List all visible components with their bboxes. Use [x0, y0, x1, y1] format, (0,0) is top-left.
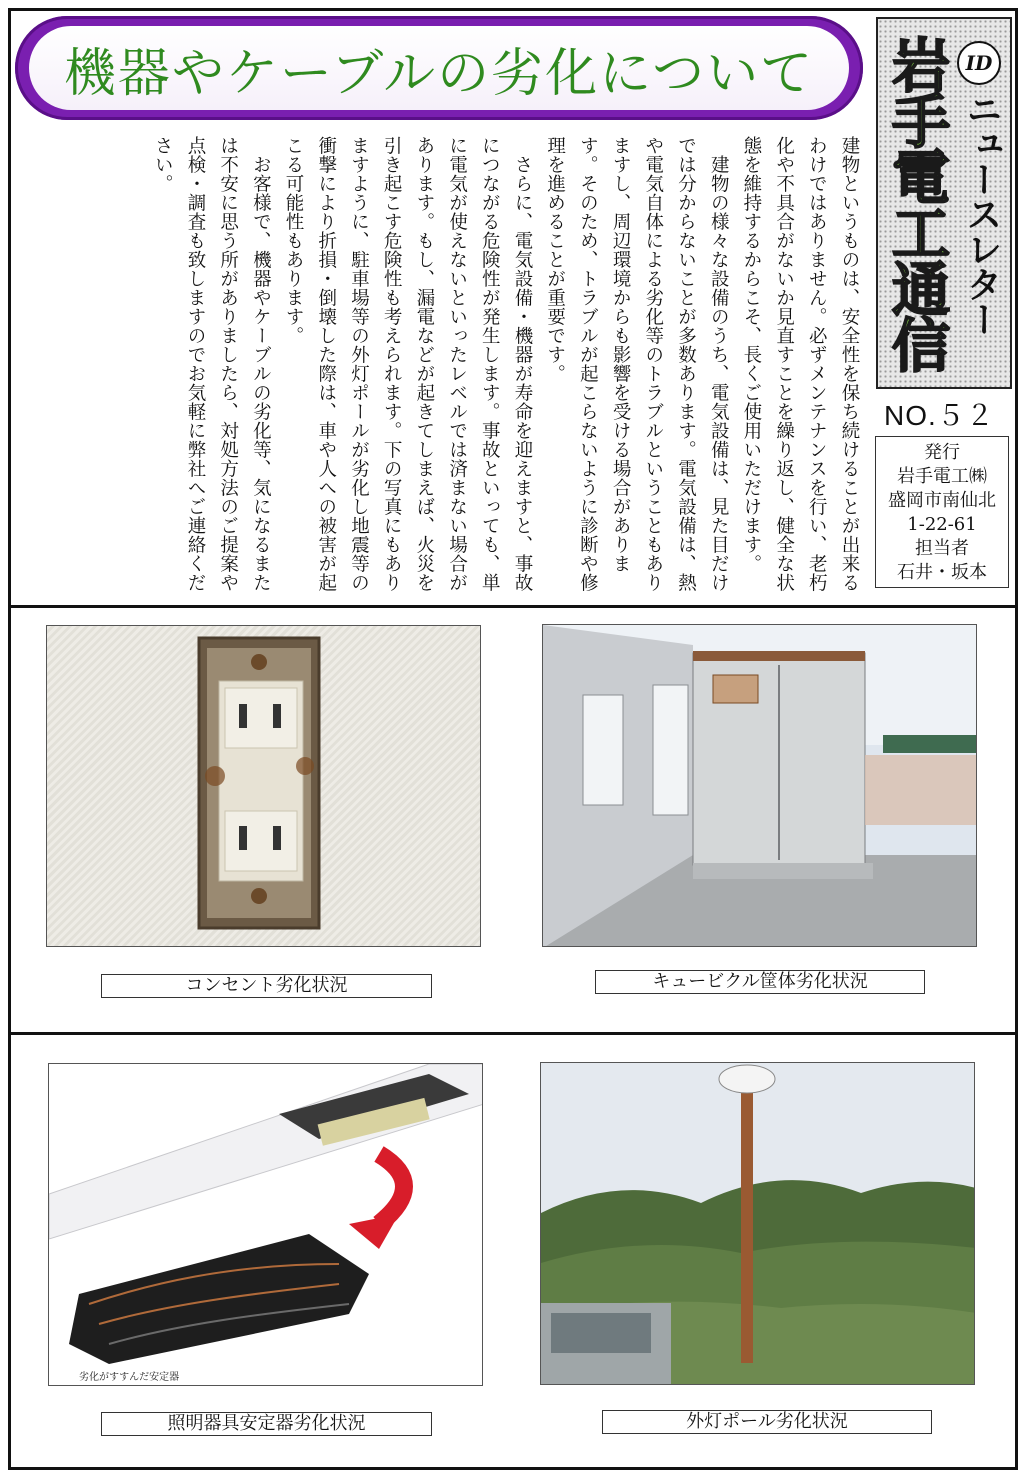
- outlet-illustration: [47, 626, 481, 947]
- paragraph-1: 建物というものは、安全性を保ち続けることが出来るわけではありません。必ずメンテナンスを行い、老朽化や不具合がないか見直すことを繰り返し、健全な状態を維持するからこそ、長くご使用いただけます。: [740, 136, 860, 592]
- cubicle-photo: [542, 624, 977, 947]
- info-line: 石井・坂本: [897, 562, 987, 583]
- paragraph-2: 建物の様々な設備のうち、電気設備は、見た目だけでは分からないことが多数あります。電気設備は、熱や電気自体による劣化等のトラブルということもありますし、周辺環境からも影響を受ける場合があります。そのため、トラブルが起こらないように診断や修理を進めることが重要です。: [544, 136, 730, 592]
- article-body: [80, 136, 865, 606]
- page-title: 機器やケーブルの劣化について: [63, 43, 815, 104]
- info-line: 盛岡市南仙北: [888, 490, 996, 511]
- cubicle-illustration: [543, 625, 977, 947]
- paragraph-3: さらに、電気設備・機器が寿命を迎えますと、事故につながる危険性が発生します。事故といっても、単に電気が使えないといったレベルでは済まない場合があります。もし、漏電などが起きてしまえば、火災を引き起こす危険性も考えられます。下の写真にもありますように、駐車場等の外灯ポールが劣化し地震等の衝撃により折損・倒壊した際は、車や人への被害が起こる可能性もあります。: [283, 136, 533, 592]
- masthead: [876, 17, 1012, 389]
- ballast-caption: 照明器具安定器劣化状況: [101, 1412, 432, 1436]
- ballast-photo: [48, 1063, 483, 1386]
- info-line: 岩手電工㈱: [897, 466, 987, 487]
- publisher-info: [875, 436, 1009, 588]
- issue-number: NO.５２: [884, 400, 995, 431]
- info-line: 1-22-61: [907, 514, 977, 535]
- pole-caption: 外灯ポール劣化状況: [602, 1410, 932, 1434]
- paragraph-4: お客様で、機器やケーブルの劣化等、気になるまたは不安に思う所がありましたら、対処方法のご提案や点検・調査も致しますのでお気軽に弊社へご連絡ください。: [152, 136, 272, 592]
- info-line: 発行: [924, 442, 960, 463]
- info-line: 担当者: [915, 538, 969, 559]
- outlet-caption: コンセント劣化状況: [101, 974, 432, 998]
- section-divider: [8, 1032, 1018, 1035]
- company-logo: ID: [957, 41, 1001, 85]
- pole-photo: [540, 1062, 975, 1385]
- newsletter-title: 岩手電工通信: [882, 35, 950, 371]
- outlet-photo: [46, 625, 481, 947]
- pole-illustration: [541, 1063, 975, 1385]
- cubicle-caption: キュービクル筐体劣化状況: [595, 970, 925, 994]
- newsletter-subtitle: ニュースレター: [961, 91, 1002, 336]
- ballast-illustration: [49, 1064, 483, 1386]
- title-banner: [15, 16, 863, 120]
- ballast-photo-label: 劣化がすすんだ安定器: [79, 1372, 180, 1383]
